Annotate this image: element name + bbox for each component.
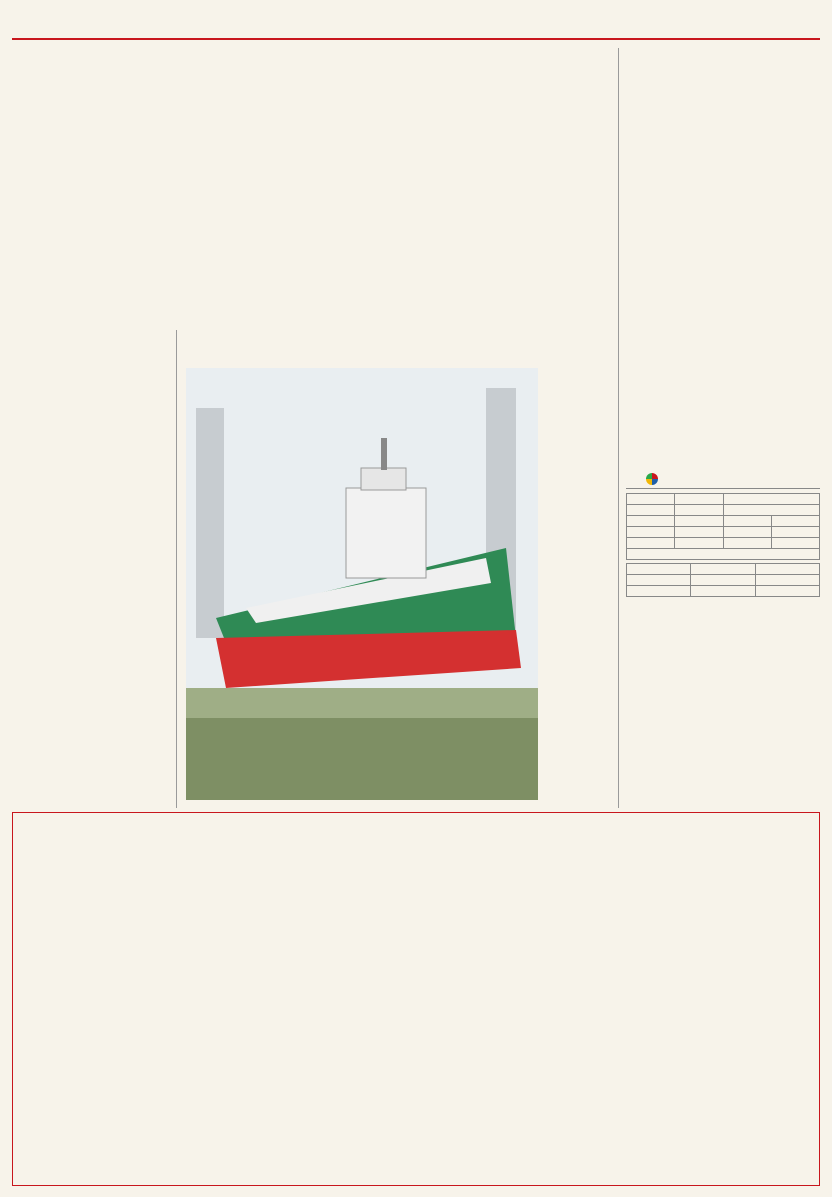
lottery-cell <box>771 527 819 538</box>
lottery-col-header <box>723 494 820 505</box>
lead-col-2 <box>162 156 304 328</box>
flood-body <box>626 318 820 370</box>
lottery-subheader <box>675 516 723 527</box>
lottery-logo-icon <box>646 473 658 485</box>
lottery-subheader <box>723 516 771 527</box>
lottery-box <box>626 470 820 800</box>
lottery-col-header <box>627 494 675 505</box>
ship-photo <box>186 368 538 800</box>
lottery-main-table <box>626 493 820 560</box>
ship-illustration-icon <box>186 368 538 800</box>
tokyo-divider <box>176 330 177 808</box>
right-body <box>626 92 820 292</box>
lottery-cell <box>627 575 691 586</box>
lead-col-1 <box>14 156 156 328</box>
lottery-cell <box>627 586 691 597</box>
lottery-cell <box>675 538 723 549</box>
lead-col-4 <box>458 156 608 328</box>
lottery-small-table <box>626 563 820 597</box>
lottery-pool <box>627 549 820 560</box>
ship-caption <box>544 412 612 612</box>
lottery-col-header <box>755 564 819 575</box>
lottery-cell <box>723 527 771 538</box>
lottery-col-header <box>675 494 723 505</box>
lottery-cell <box>755 586 819 597</box>
feature-frame <box>12 812 820 1186</box>
lottery-cell <box>755 575 819 586</box>
lottery-cell <box>691 575 755 586</box>
lottery-cell <box>675 527 723 538</box>
tokyo-body <box>14 378 170 798</box>
lottery-col-header <box>627 564 691 575</box>
lottery-subheader <box>771 516 819 527</box>
masthead-rule <box>12 38 820 40</box>
lottery-cell <box>675 505 723 516</box>
lottery-cell <box>723 538 771 549</box>
imf-body <box>626 412 820 464</box>
column-divider <box>618 48 619 808</box>
lottery-cell <box>627 505 675 516</box>
lottery-header <box>626 470 820 489</box>
lottery-cell <box>627 527 675 538</box>
lead-col-3 <box>310 156 452 328</box>
lottery-col-header <box>691 564 755 575</box>
lottery-cell <box>771 538 819 549</box>
masthead <box>12 8 820 40</box>
lottery-cell <box>691 586 755 597</box>
lottery-cell <box>627 538 675 549</box>
lottery-cell <box>723 505 820 516</box>
lottery-subheader <box>627 516 675 527</box>
